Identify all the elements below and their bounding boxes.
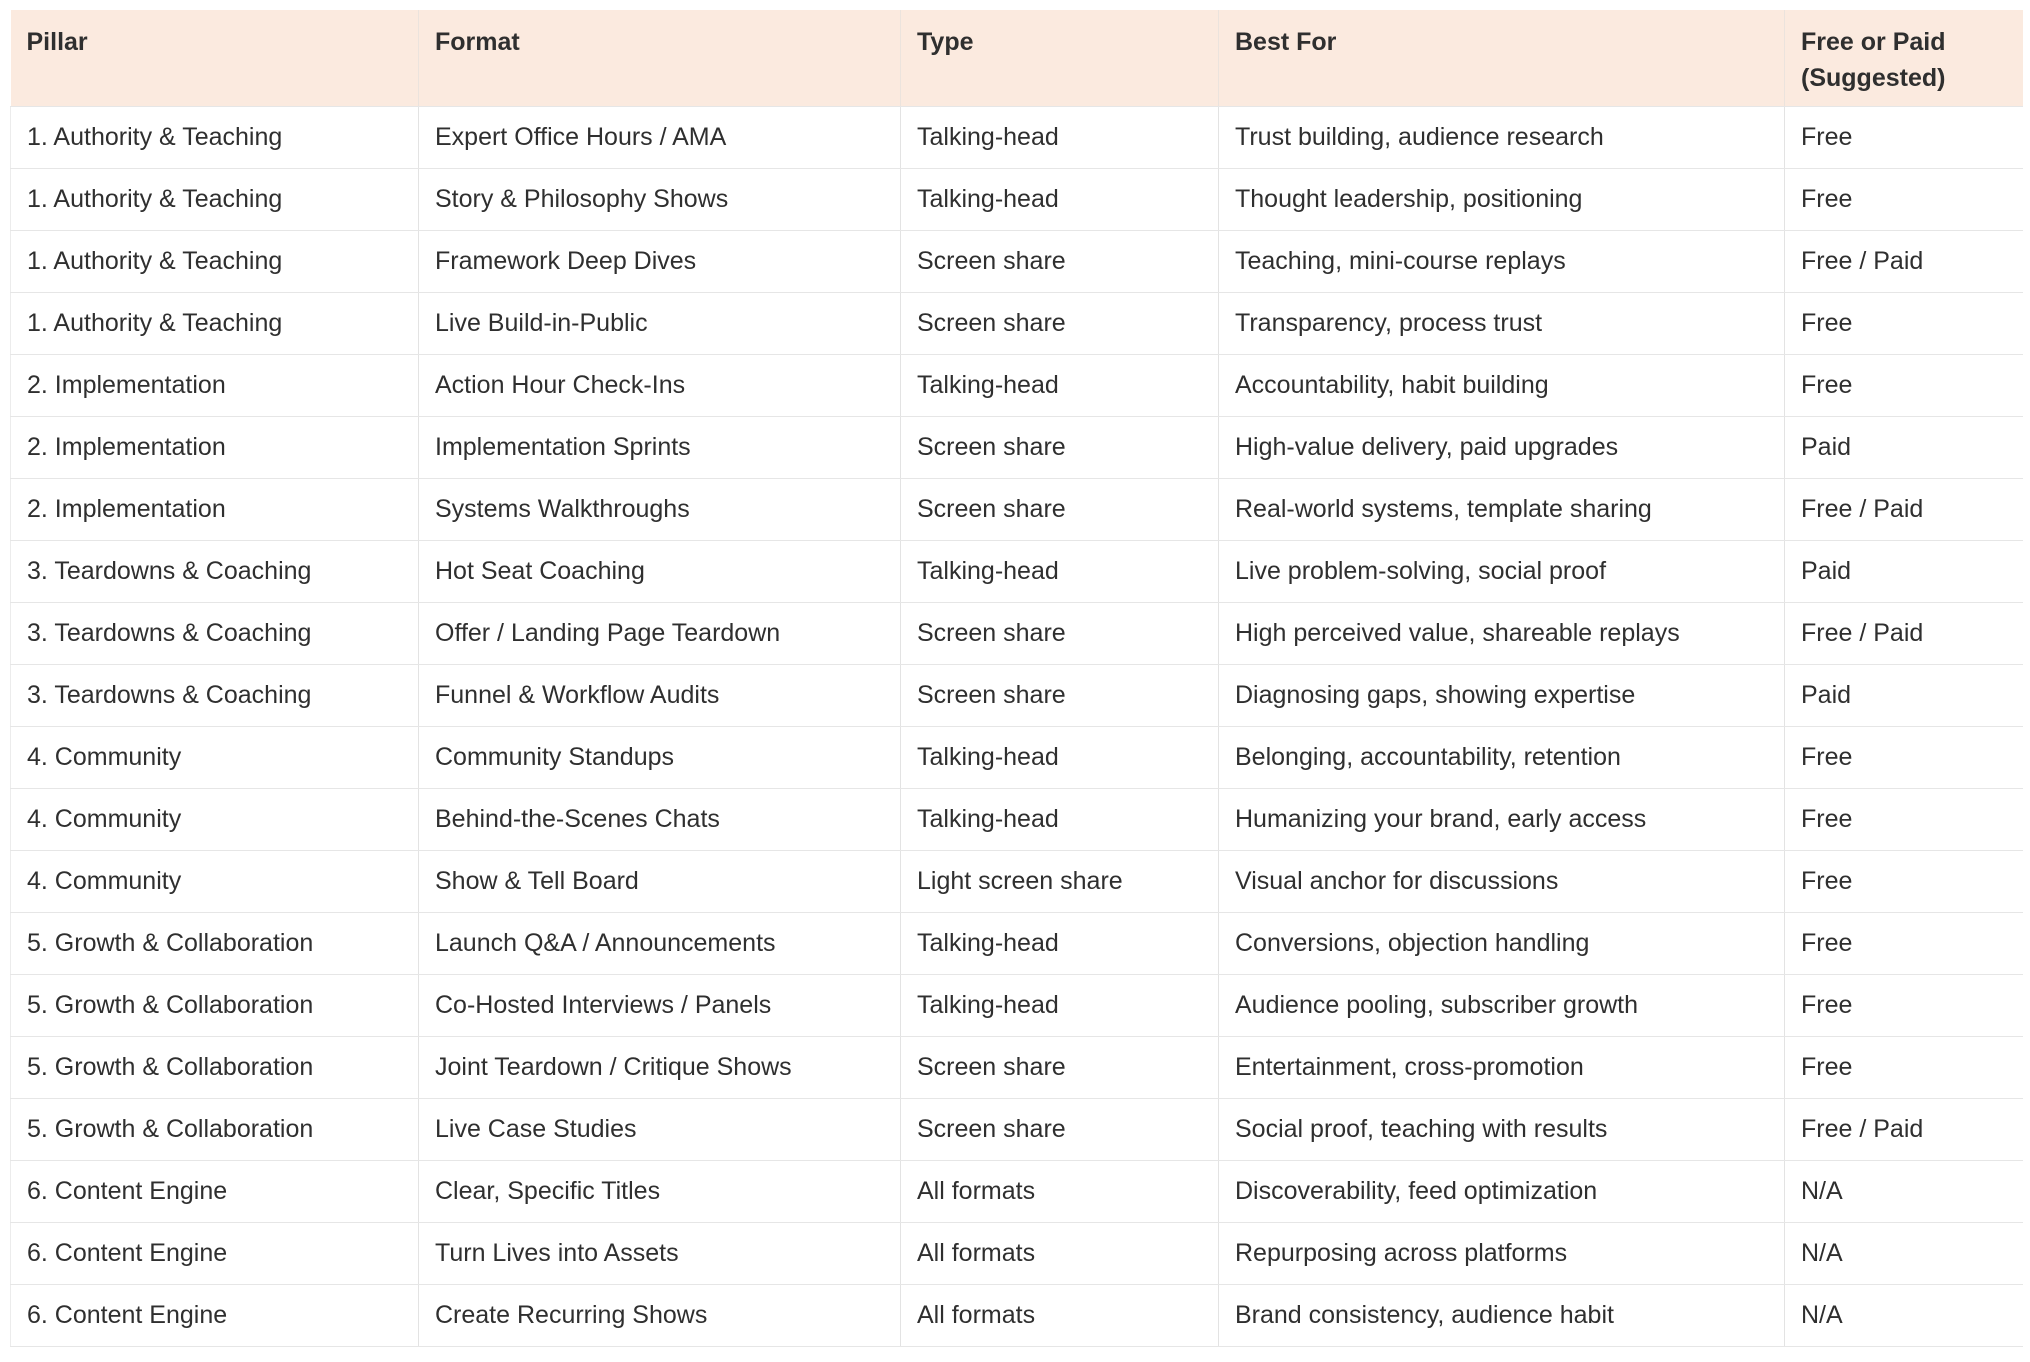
type-cell: All formats [901, 1285, 1219, 1347]
pillar-cell: 3. Teardowns & Coaching [11, 603, 419, 665]
table-row [11, 169, 2023, 231]
format-cell: Create Recurring Shows [419, 1285, 901, 1347]
format-cell: Launch Q&A / Announcements [419, 913, 901, 975]
table-row [11, 541, 2023, 603]
type-cell: Screen share [901, 293, 1219, 355]
format-cell: Implementation Sprints [419, 417, 901, 479]
type-cell: Screen share [901, 231, 1219, 293]
pillar-cell: 2. Implementation [11, 355, 419, 417]
format-cell: Funnel & Workflow Audits [419, 665, 901, 727]
free-or-paid-cell: Free [1785, 975, 2023, 1037]
pillar-cell: 3. Teardowns & Coaching [11, 541, 419, 603]
pillar-cell: 4. Community [11, 851, 419, 913]
free-or-paid-cell: Paid [1785, 417, 2023, 479]
table-row [11, 293, 2023, 355]
type-cell: Screen share [901, 417, 1219, 479]
free-or-paid-cell: Free [1785, 355, 2023, 417]
type-cell: Screen share [901, 603, 1219, 665]
type-cell: Talking-head [901, 355, 1219, 417]
best-for-cell: Social proof, teaching with results [1219, 1099, 1785, 1161]
best-for-cell: Entertainment, cross-promotion [1219, 1037, 1785, 1099]
best-for-cell: Repurposing across platforms [1219, 1223, 1785, 1285]
free-or-paid-cell: Free [1785, 169, 2023, 231]
table-body [11, 107, 2023, 1347]
header-row [11, 10, 2023, 107]
pillar-cell: 4. Community [11, 727, 419, 789]
pillar-cell: 4. Community [11, 789, 419, 851]
table-row [11, 355, 2023, 417]
free-or-paid-cell: Paid [1785, 541, 2023, 603]
type-cell: Talking-head [901, 789, 1219, 851]
format-cell: Joint Teardown / Critique Shows [419, 1037, 901, 1099]
pillar-cell: 5. Growth & Collaboration [11, 1037, 419, 1099]
header-free-or-paid: Free or Paid (Suggested) [1785, 10, 2023, 107]
format-cell: Turn Lives into Assets [419, 1223, 901, 1285]
free-or-paid-cell: Paid [1785, 665, 2023, 727]
best-for-cell: High perceived value, shareable replays [1219, 603, 1785, 665]
table-row [11, 1223, 2023, 1285]
table-row [11, 1099, 2023, 1161]
table-row [11, 1161, 2023, 1223]
best-for-cell: Visual anchor for discussions [1219, 851, 1785, 913]
table-row [11, 1037, 2023, 1099]
format-cell: Action Hour Check-Ins [419, 355, 901, 417]
table-row [11, 913, 2023, 975]
format-cell: Behind-the-Scenes Chats [419, 789, 901, 851]
best-for-cell: Diagnosing gaps, showing expertise [1219, 665, 1785, 727]
pillar-cell: 2. Implementation [11, 479, 419, 541]
best-for-cell: Brand consistency, audience habit [1219, 1285, 1785, 1347]
type-cell: Screen share [901, 479, 1219, 541]
best-for-cell: Live problem-solving, social proof [1219, 541, 1785, 603]
format-cell: Hot Seat Coaching [419, 541, 901, 603]
type-cell: Screen share [901, 1037, 1219, 1099]
format-cell: Clear, Specific Titles [419, 1161, 901, 1223]
format-cell: Co-Hosted Interviews / Panels [419, 975, 901, 1037]
free-or-paid-cell: Free / Paid [1785, 603, 2023, 665]
type-cell: Talking-head [901, 727, 1219, 789]
table-row [11, 603, 2023, 665]
free-or-paid-cell: Free [1785, 293, 2023, 355]
pillar-cell: 5. Growth & Collaboration [11, 913, 419, 975]
format-cell: Show & Tell Board [419, 851, 901, 913]
table-row [11, 975, 2023, 1037]
header-type: Type [901, 10, 1219, 107]
format-cell: Systems Walkthroughs [419, 479, 901, 541]
table-row [11, 479, 2023, 541]
best-for-cell: Audience pooling, subscriber growth [1219, 975, 1785, 1037]
type-cell: All formats [901, 1223, 1219, 1285]
content-formats-table [10, 10, 2023, 1347]
content-table-container [10, 10, 2022, 1347]
free-or-paid-cell: Free / Paid [1785, 479, 2023, 541]
format-cell: Live Build-in-Public [419, 293, 901, 355]
type-cell: Screen share [901, 665, 1219, 727]
table-row [11, 107, 2023, 169]
free-or-paid-cell: Free [1785, 1037, 2023, 1099]
free-or-paid-cell: Free / Paid [1785, 1099, 2023, 1161]
table-row [11, 665, 2023, 727]
pillar-cell: 1. Authority & Teaching [11, 231, 419, 293]
free-or-paid-cell: Free [1785, 107, 2023, 169]
free-or-paid-cell: Free [1785, 913, 2023, 975]
table-row [11, 789, 2023, 851]
pillar-cell: 3. Teardowns & Coaching [11, 665, 419, 727]
type-cell: Screen share [901, 1099, 1219, 1161]
best-for-cell: Teaching, mini-course replays [1219, 231, 1785, 293]
type-cell: All formats [901, 1161, 1219, 1223]
pillar-cell: 1. Authority & Teaching [11, 169, 419, 231]
free-or-paid-cell: Free / Paid [1785, 231, 2023, 293]
type-cell: Talking-head [901, 541, 1219, 603]
type-cell: Talking-head [901, 913, 1219, 975]
pillar-cell: 6. Content Engine [11, 1223, 419, 1285]
format-cell: Offer / Landing Page Teardown [419, 603, 901, 665]
best-for-cell: Conversions, objection handling [1219, 913, 1785, 975]
best-for-cell: Accountability, habit building [1219, 355, 1785, 417]
best-for-cell: Trust building, audience research [1219, 107, 1785, 169]
type-cell: Light screen share [901, 851, 1219, 913]
type-cell: Talking-head [901, 107, 1219, 169]
best-for-cell: Humanizing your brand, early access [1219, 789, 1785, 851]
free-or-paid-cell: N/A [1785, 1285, 2023, 1347]
free-or-paid-cell: Free [1785, 789, 2023, 851]
type-cell: Talking-head [901, 169, 1219, 231]
best-for-cell: Thought leadership, positioning [1219, 169, 1785, 231]
format-cell: Live Case Studies [419, 1099, 901, 1161]
pillar-cell: 2. Implementation [11, 417, 419, 479]
table-row [11, 417, 2023, 479]
table-row [11, 851, 2023, 913]
best-for-cell: Discoverability, feed optimization [1219, 1161, 1785, 1223]
header-pillar: Pillar [11, 10, 419, 107]
pillar-cell: 5. Growth & Collaboration [11, 975, 419, 1037]
format-cell: Framework Deep Dives [419, 231, 901, 293]
free-or-paid-cell: N/A [1785, 1161, 2023, 1223]
pillar-cell: 6. Content Engine [11, 1161, 419, 1223]
header-format: Format [419, 10, 901, 107]
pillar-cell: 5. Growth & Collaboration [11, 1099, 419, 1161]
pillar-cell: 1. Authority & Teaching [11, 107, 419, 169]
format-cell: Expert Office Hours / AMA [419, 107, 901, 169]
table-row [11, 727, 2023, 789]
table-row [11, 1285, 2023, 1347]
free-or-paid-cell: N/A [1785, 1223, 2023, 1285]
best-for-cell: Belonging, accountability, retention [1219, 727, 1785, 789]
pillar-cell: 1. Authority & Teaching [11, 293, 419, 355]
format-cell: Story & Philosophy Shows [419, 169, 901, 231]
table-row [11, 231, 2023, 293]
best-for-cell: High-value delivery, paid upgrades [1219, 417, 1785, 479]
header-best-for: Best For [1219, 10, 1785, 107]
best-for-cell: Transparency, process trust [1219, 293, 1785, 355]
type-cell: Talking-head [901, 975, 1219, 1037]
free-or-paid-cell: Free [1785, 851, 2023, 913]
table-header [11, 10, 2023, 107]
pillar-cell: 6. Content Engine [11, 1285, 419, 1347]
free-or-paid-cell: Free [1785, 727, 2023, 789]
best-for-cell: Real-world systems, template sharing [1219, 479, 1785, 541]
format-cell: Community Standups [419, 727, 901, 789]
